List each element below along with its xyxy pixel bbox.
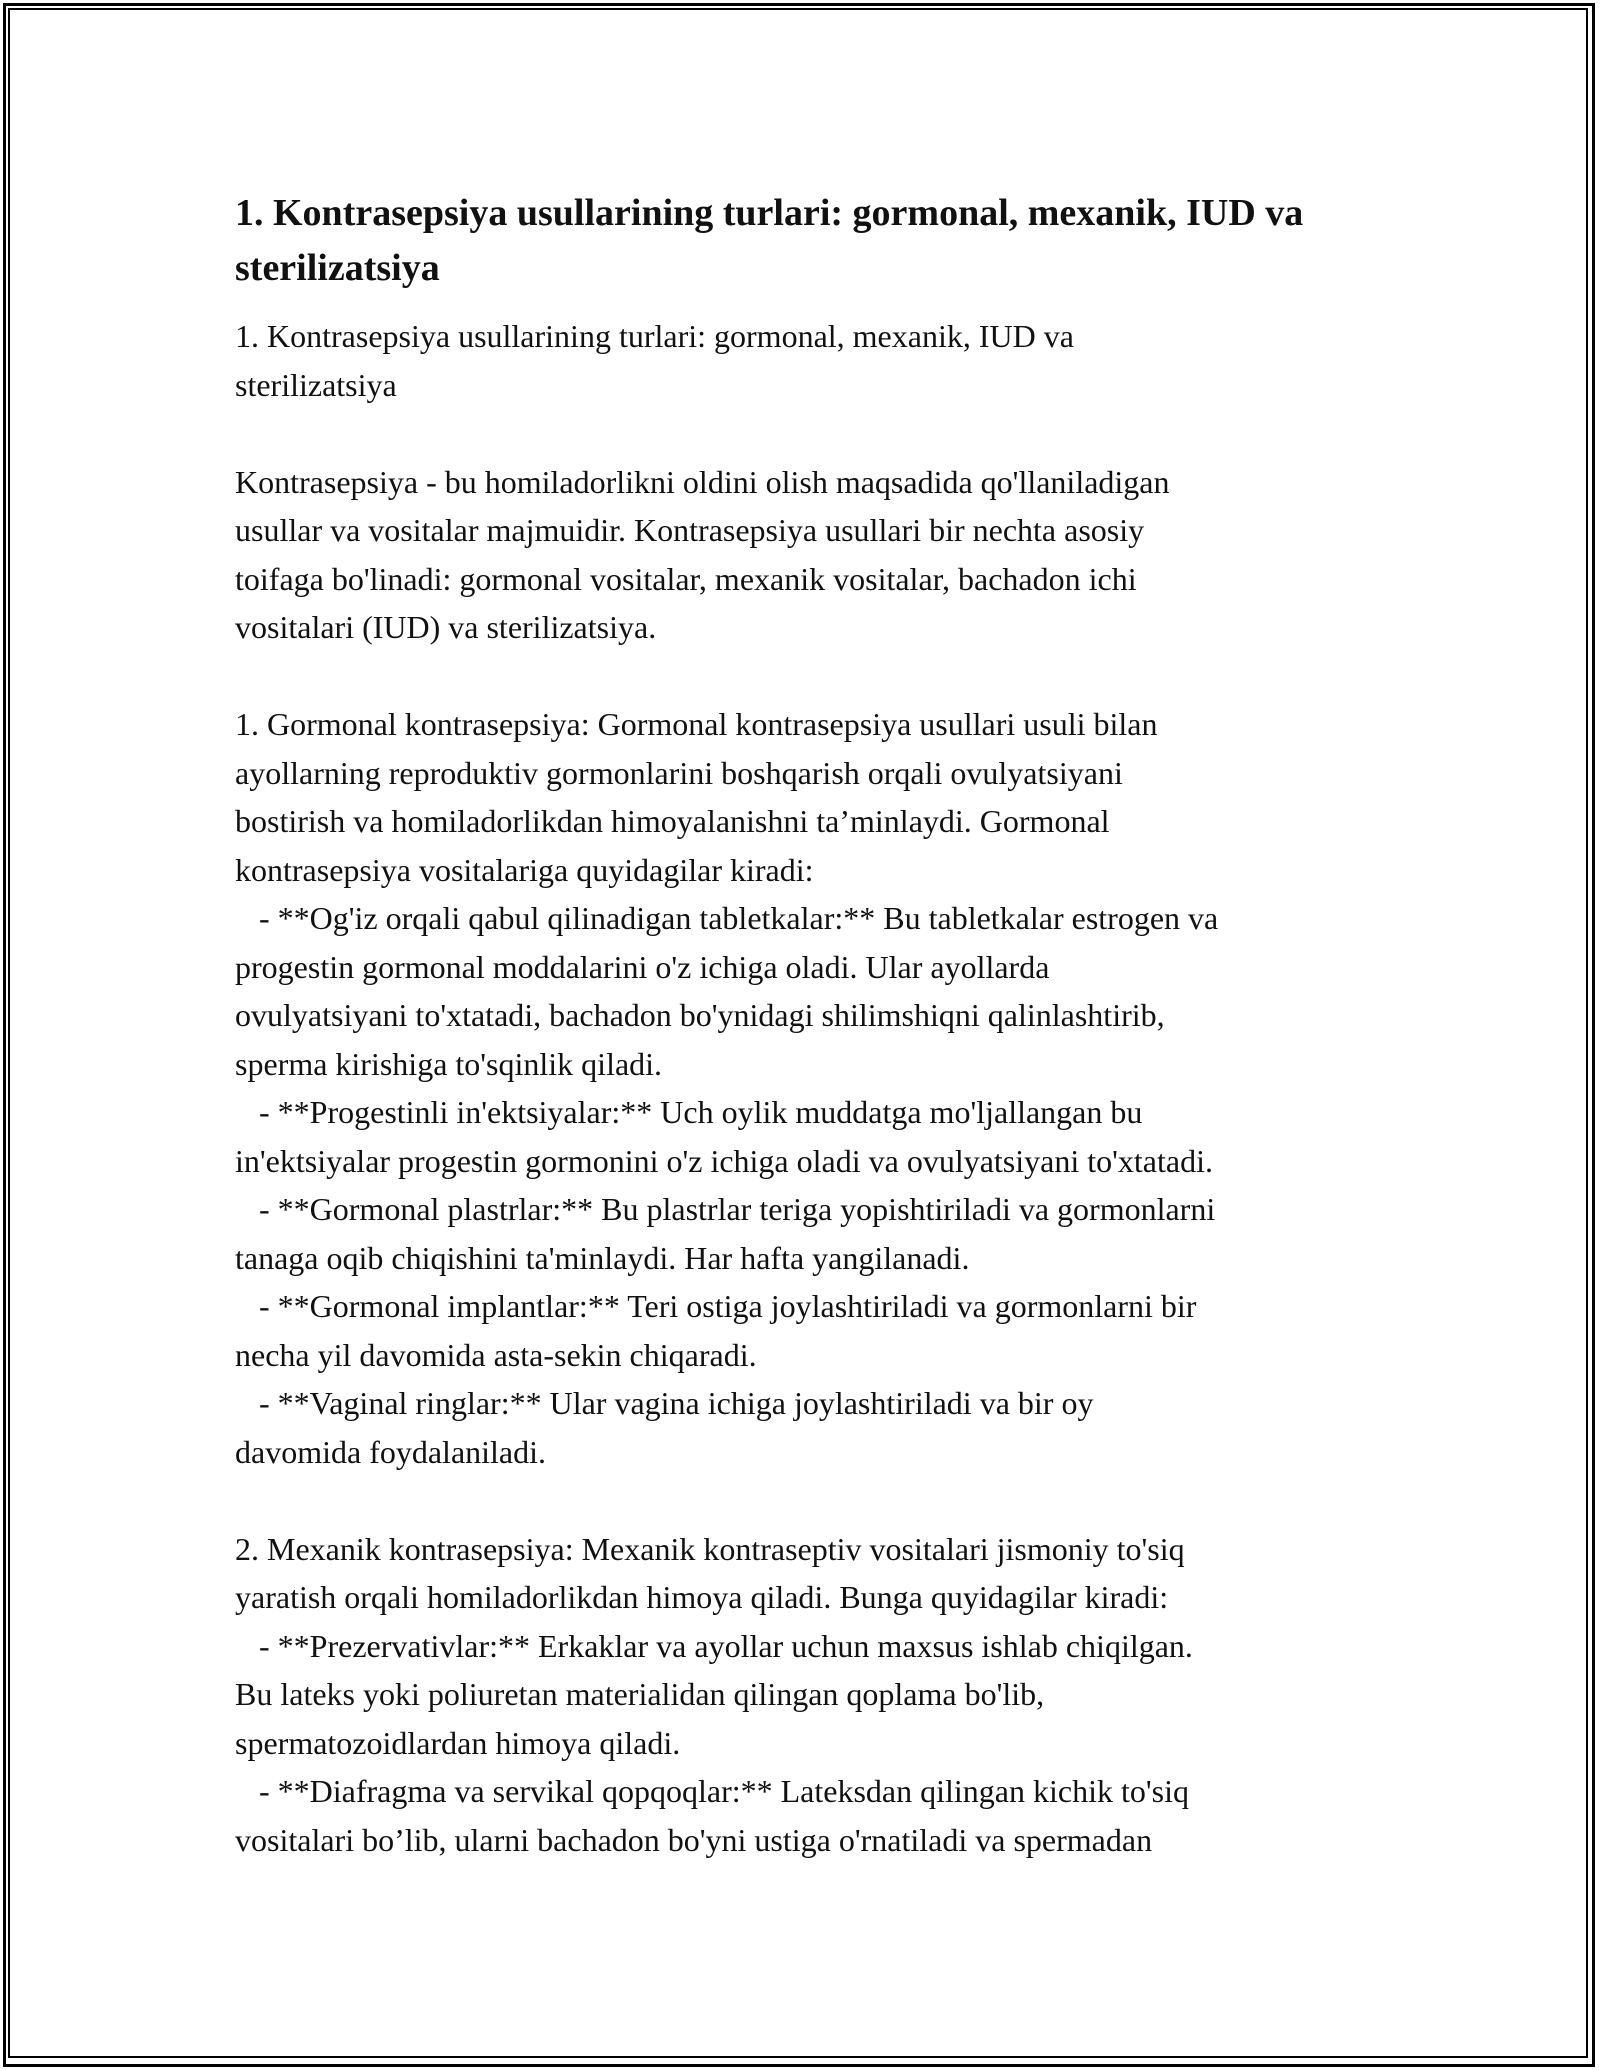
document-content bbox=[235, 186, 1365, 1864]
document-body: 1. Kontrasepsiya usullarining turlari: gormonal, mexanik, IUD va sterilizatsiya Kontrasepsiya - bu homiladorlikni oldini olish maqsadida qo'llaniladigan usullar va vositalar majmuidir. Kontrasepsiya usullari bir nechta asosiy toifaga bo'linadi: gormonal vositalar, mexanik vositalar, bachadon ichi vositalari (IUD) va sterilizatsiya. 1. Gormonal kontrasepsiya: Gormonal kontrasepsiya usullari usuli bilan ayollarning reproduktiv gormonlarini boshqarish orqali ovulyatsiyani bostirish va homiladorlikdan himoyalanishni ta’minlaydi. Gormonal kontrasepsiya vositalariga quyidagilar kiradi: - **Og'iz orqali qabul qilinadigan tabletkalar:** Bu tabletkalar estrogen va progestin gormonal moddalarini o'z ichiga oladi. Ular ayollarda ovulyatsiyani to'xtatadi, bachadon bo'ynidagi shilimshiqni qalinlashtirib, sperma kirishiga to'sqinlik qiladi. - **Progestinli in'ektsiyalar:** Uch oylik muddatga mo'ljallangan bu in'ektsiyalar progestin gormonini o'z ichiga oladi va ovulyatsiyani to'xtatadi. - **Gormonal plastrlar:** Bu plastrlar teriga yopishtiriladi va gormonlarni tanaga oqib chiqishini ta'minlaydi. Har hafta yangilanadi. - **Gormonal implantlar:** Teri ostiga joylashtiriladi va gormonlarni bir necha yil davomida asta-sekin chiqaradi. - **Vaginal ringlar:** Ular vagina ichiga joylashtiriladi va bir oy davomida foydalaniladi. 2. Mexanik kontrasepsiya: Mexanik kontraseptiv vositalari jismoniy to'siq yaratish orqali homiladorlikdan himoya qiladi. Bunga quyidagilar kiradi: - **Prezervativlar:** Erkaklar va ayollar uchun maxsus ishlab chiqilgan. Bu lateks yoki poliuretan materialidan qilingan qoplama bo'lib, spermatozoidlardan himoya qiladi. - **Diafragma va servikal qopqoqlar:** Lateksdan qilingan kichik to'siq vositalari bo’lib, ularni bachadon bo'yni ustiga o'rnatiladi va spermadan bbox=[235, 318, 1219, 1858]
document-title: 1. Kontrasepsiya usullarining turlari: gormonal, mexanik, IUD va sterilizatsiya bbox=[235, 192, 1304, 289]
